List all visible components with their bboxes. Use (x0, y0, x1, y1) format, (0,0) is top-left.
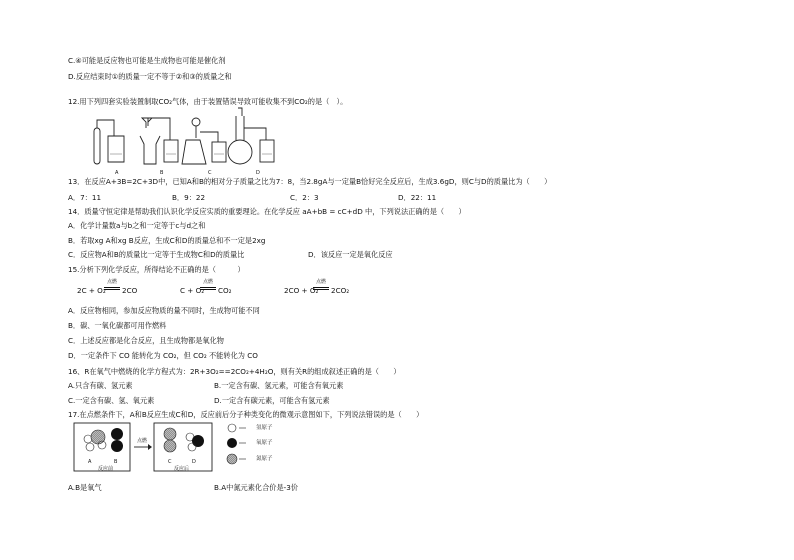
q14-option-a: A．化学计量数a与b之和一定等于c与d之和 (68, 221, 206, 230)
q16-option-c: C.一定含有碳、氢、氧元素 (68, 396, 155, 405)
q13-option-b: B．9：22 (172, 193, 206, 202)
q12-stem: 12.用下列四套实验装置制取CO₂气体，由于装置错误导致可能收集不到CO₂的是（ ）。 (68, 97, 348, 106)
q15-option-b: B．碳、一氧化碳都可用作燃料 (68, 321, 167, 330)
q15-eq1-right: 2CO (122, 286, 138, 295)
q17-stem: 17.在点燃条件下，A和B反应生成C和D，反应前后分子种类变化的微观示意图如下，下列说法错误的是（ ） (68, 410, 424, 419)
q14-stem: 14．质量守恒定律是帮助我们认识化学反应实质的重要理论。在化学反应 aA+bB = cC+dD 中，下列说法正确的是（ ） (68, 207, 466, 216)
q15-eq3-bar2 (313, 289, 329, 290)
q17-legend-symbols (226, 421, 246, 469)
q15-eq2-bar2 (200, 289, 216, 290)
q15-eq3-condition: 点燃 (316, 279, 327, 285)
q17-before-caption: 反应前 (98, 466, 114, 472)
q15-eq2-bar (200, 287, 216, 288)
q15-eq1-left: 2C + O₂ (77, 286, 106, 295)
q17-before-label-b: B (114, 459, 118, 465)
q14-option-d: D．该反应一定是氧化反应 (308, 250, 393, 259)
q15-option-d: D．一定条件下 CO 能转化为 CO₂，但 CO₂ 不能转化为 CO (68, 351, 258, 360)
q15-eq2-condition: 点燃 (203, 279, 214, 285)
q16-option-b: B.一定含有碳、氢元素，可能含有氧元素 (214, 381, 344, 390)
q17-before-label-a: A (88, 459, 92, 465)
q17-option-b: B.A中氮元素化合价是-3价 (214, 483, 298, 492)
q17-after-label-d: D (192, 459, 196, 465)
q15-eq3-left: 2CO + O₂ (284, 286, 319, 295)
q13-stem: 13．在反应A+3B=2C+3D中，已知A和B的相对分子质量之比为7：8，当2.8gA与一定量B恰好完全反应后，生成3.6gD，则C与D的质量比为（ ） (68, 177, 552, 186)
q17-after-caption: 反应后 (174, 466, 190, 472)
q12-label-d: D (256, 170, 260, 176)
q15-option-c: C．上述反应都是化合反应，且生成物都是氧化物 (68, 336, 224, 345)
q12-label-b: B (160, 170, 164, 176)
q15-eq1-bar (104, 287, 120, 288)
q15-option-a: A．反应物相同，参加反应物质的量不同时，生成物可能不同 (68, 306, 260, 315)
q12-apparatus-figure (88, 108, 308, 178)
q17-after-label-c: C (168, 459, 172, 465)
q15-eq3-bar (313, 287, 329, 288)
q17-legend-nitrogen: 氮原子 (256, 456, 273, 462)
q13-option-a: A．7：11 (68, 193, 102, 202)
q16-option-d: D.一定含有碳元素，可能含有氢元素 (214, 396, 330, 405)
q14-option-b: B．若取xg A和xg B反应，生成C和D的质量总和不一定是2xg (68, 236, 266, 245)
q13-option-c: C．2：3 (290, 193, 319, 202)
q17-legend-oxygen: 氧原子 (256, 440, 273, 446)
q11-option-d: D.反应结束时①的质量一定不等于②和③的质量之和 (68, 72, 232, 81)
q17-option-a: A.B是氧气 (68, 483, 102, 492)
q12-label-a: A (115, 170, 119, 176)
q15-eq2-left: C + O₂ (180, 286, 205, 295)
q15-eq3-right: 2CO₂ (331, 286, 350, 295)
q17-arrow-text: 点燃 (137, 438, 148, 444)
q11-option-c: C.④可能是反应物也可能是生成物也可能是催化剂 (68, 56, 226, 65)
q13-option-d: D．22：11 (398, 193, 437, 202)
q14-option-c: C．反应物A和B的质量比一定等于生成物C和D的质量比 (68, 250, 245, 259)
q15-stem: 15.分析下列化学反应，所得结论不正确的是（ ） (68, 265, 245, 274)
q17-legend-hydrogen: 氢原子 (256, 425, 273, 431)
q17-molecule-diagram (74, 421, 214, 473)
q15-eq1-bar2 (104, 289, 120, 290)
q12-label-c: C (208, 170, 212, 176)
q16-option-a: A.只含有碳、氢元素 (68, 381, 133, 390)
q15-eq2-right: CO₂ (218, 286, 232, 295)
q16-stem: 16、R在氧气中燃烧的化学方程式为：2R+3O₂==2CO₂+4H₂O，则有关R的组成叙述正确的是（ ） (68, 367, 401, 376)
q15-eq1-condition: 点燃 (107, 279, 118, 285)
